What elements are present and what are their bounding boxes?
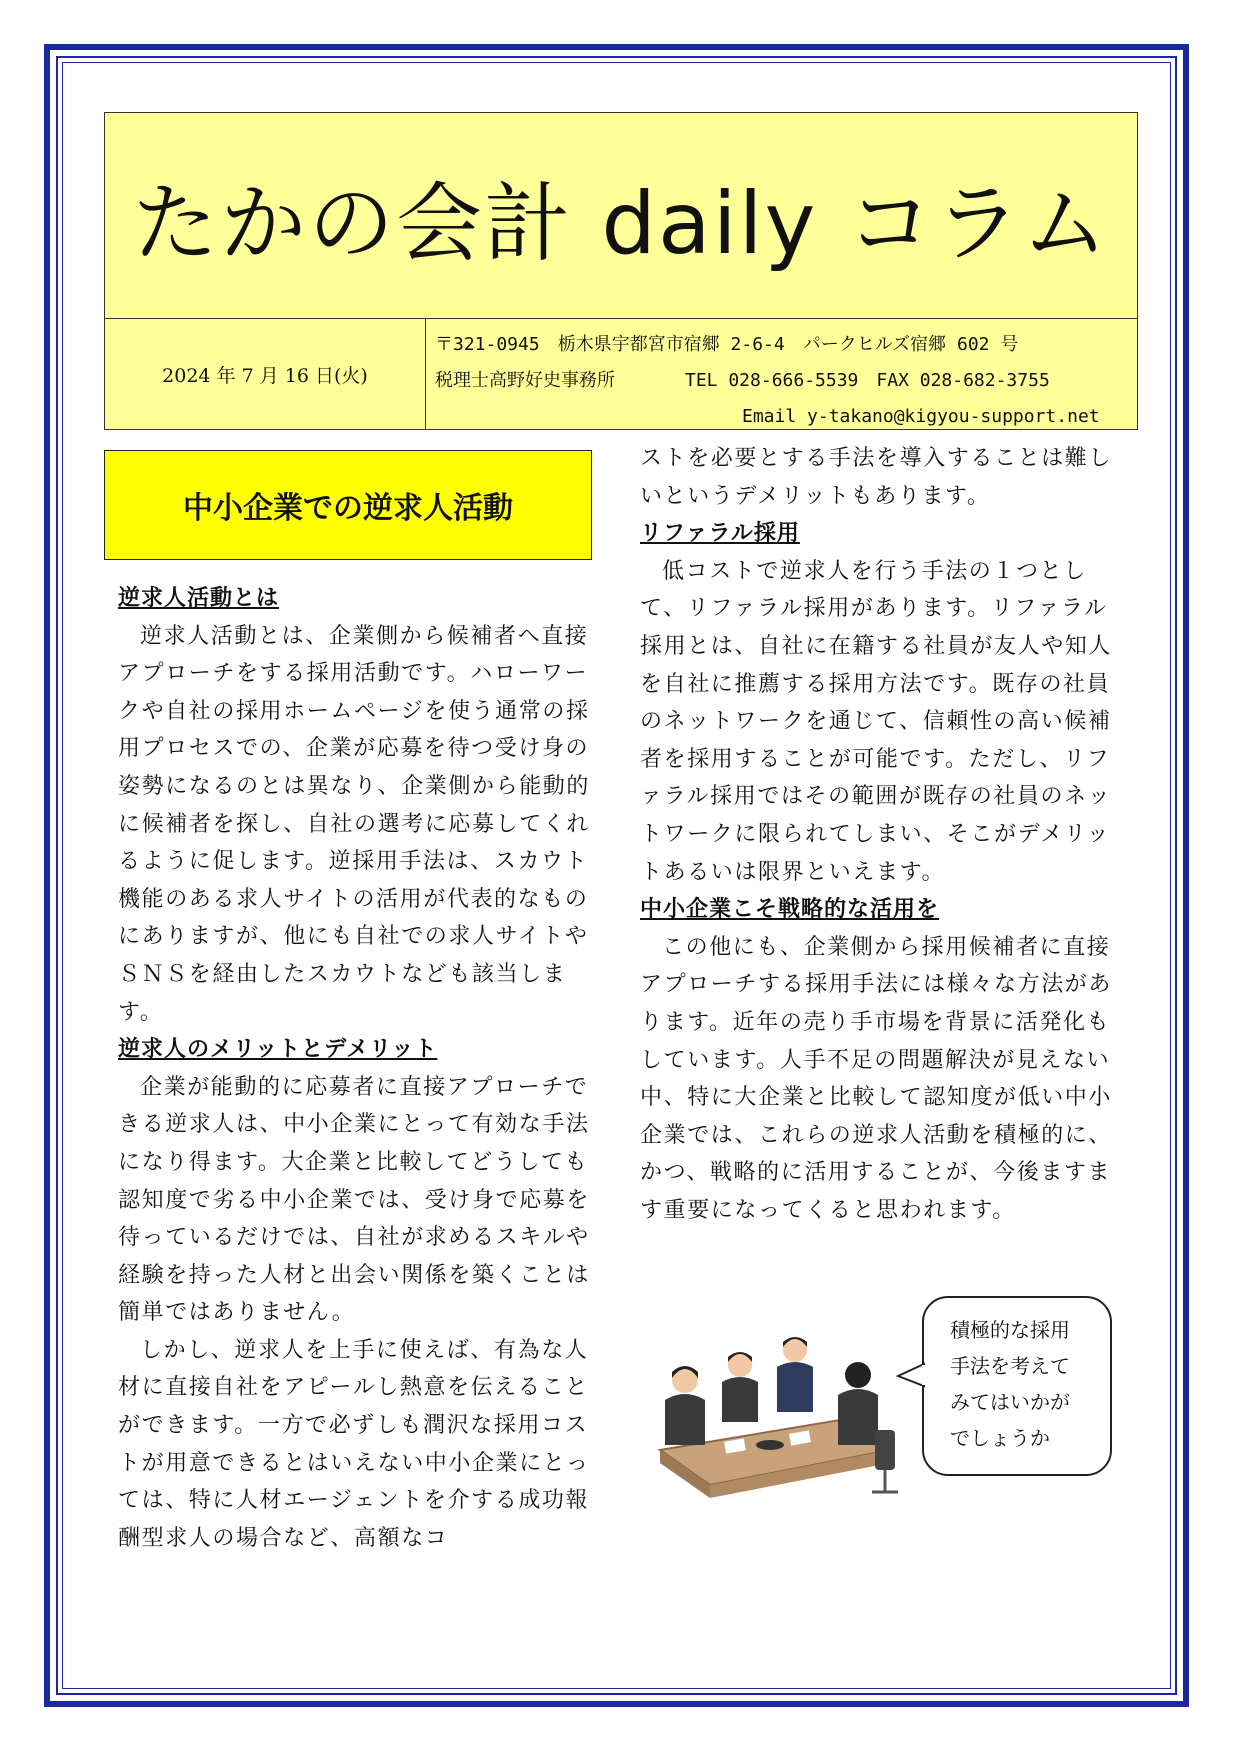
right-column	[640, 440, 1128, 1229]
business-meeting-illustration	[640, 1320, 920, 1500]
paragraph-continued: ストを必要とする手法を導入することは難しいというデメリットもあります。	[640, 446, 1113, 509]
masthead-title: たかの会計 daily コラム	[132, 173, 1110, 274]
speech-line: 積極的な採用	[950, 1318, 1070, 1342]
masthead	[104, 112, 1138, 430]
address: 〒321-0945 栃木県宇都宮市宿郷 2-6-4 パークヒルズ宿郷 602 号	[435, 334, 1019, 355]
paragraph: 逆求人活動とは、企業側から候補者へ直接アプローチをする採用活動です。ハローワークや自社の採用ホームページを使う通常の採用プロセスでの、企業が応募を待つ受け身の姿勢になるのとは異なり、企業側から能動的に候補者を探し、自社の選考に応募してくれるように促します。逆採用手法は、スカウト機能のある求人サイトの活用が代表的なものにありますが、他にも自社での求人サイトやＳＮＳを経由したスカウトなども該当します。	[118, 623, 591, 1025]
section-heading: 逆求人のメリットとデメリット	[118, 1037, 438, 1063]
left-column	[118, 580, 600, 1557]
contact-line	[435, 363, 1125, 399]
masthead-vertical-divider	[425, 318, 426, 430]
section-heading: 逆求人活動とは	[118, 586, 280, 611]
section-heading: リファラル採用	[640, 521, 800, 547]
section-heading: 中小企業こそ戦略的な活用を	[640, 897, 940, 923]
speech-line: 手法を考えて	[950, 1354, 1070, 1378]
speech-bubble	[922, 1296, 1112, 1476]
paragraph: しかし、逆求人を上手に使えば、有為な人材に直接自社をアピールし熱意を伝えることができます。一方で必ずしも潤沢な採用コストが用意できるとはいえない中小企業にとっては、特に人材エージェントを介する成功報酬型求人の場合など、高額なコ	[118, 1337, 590, 1551]
speech-line: でしょうか	[950, 1426, 1050, 1450]
paragraph: この他にも、企業側から採用候補者に直接アプローチする採用手法には様々な方法があります。近年の売り手市場を背景に活発化もしています。人手不足の問題解決が見えない中、特に大企業と比較して認知度が低い中小企業では、これらの逆求人活動を積極的に、かつ、戦略的に活用することが、今後ますます重要になってくると思われます。	[640, 934, 1113, 1223]
speech-bubble-tail	[896, 1360, 926, 1390]
speech-line: みてはいかが	[950, 1390, 1070, 1414]
contact-block	[435, 327, 1125, 435]
article-headline: 中小企業での逆求人活動	[104, 450, 592, 560]
issue-date: 2024 年 7 月 16 日(火)	[162, 364, 368, 387]
paragraph: 企業が能動的に応募者に直接アプローチできる逆求人は、中小企業にとって有効な手法になり得ます。大企業と比較してどうしても認知度で劣る中小企業では、受け身で応募を待っているだけでは、自社が求めるスキルや経験を持った人材と出会い関係を築くことは簡単ではありません。	[118, 1074, 591, 1326]
email: Email y-takano@kigyou-support.net	[742, 406, 1100, 427]
office-name: 税理士高野好史事務所	[435, 370, 615, 391]
tel-fax: TEL 028-666-5539 FAX 028-682-3755	[685, 370, 1050, 391]
paragraph: 低コストで逆求人を行う手法の１つとして、リファラル採用があります。リファラル採用とは、自社に在籍する社員が友人や知人を自社に推薦する採用方法です。既存の社員のネットワークを通じて、信頼性の高い候補者を採用することが可能です。ただし、リファラル採用ではその範囲が既存の社員のネットワークに限られてしまい、そこがデメリットあるいは限界といえます。	[640, 558, 1113, 885]
